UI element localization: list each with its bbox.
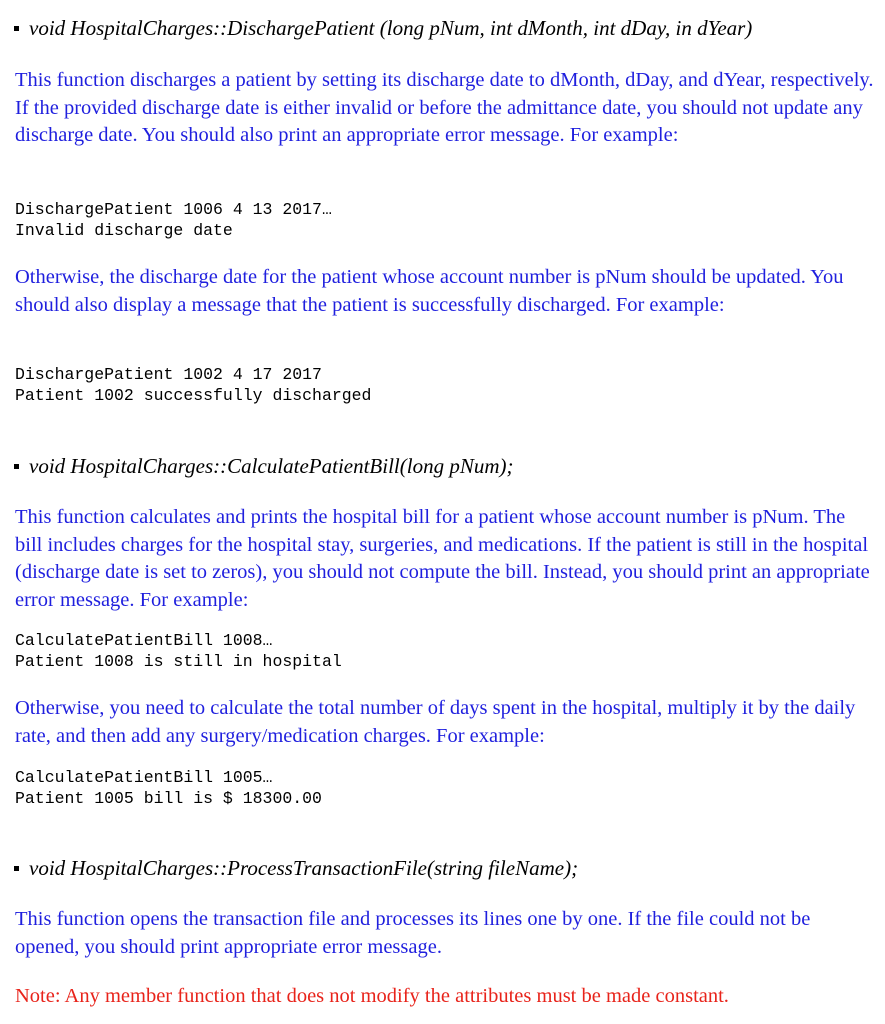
discharge-example-success: DischargePatient 1002 4 17 2017 Patient 1002 successfully discharged [15, 365, 372, 405]
bullet-icon [14, 464, 19, 469]
bill-calculation-description: Otherwise, you need to calculate the total number of days spent in the hospital, multiply it by the daily rate, and then add any surgery/medication charges. For example: [15, 697, 856, 747]
discharge-description: This function discharges a patient by setting its discharge date to dMonth, dDay, and dYear, respectively. If the provided discharge date is either invalid or before the admittance date, you should not update any discharge date. You should also print an appropriate error message. For example: [15, 69, 874, 146]
discharge-patient-heading: void HospitalCharges::DischargePatient (long pNum, int dMonth, int dDay, in dYear) [14, 15, 752, 41]
bill-example-total: CalculatePatientBill 1005… Patient 1005 bill is $ 18300.00 [15, 768, 322, 808]
bullet-icon [14, 26, 19, 31]
process-transaction-heading: void HospitalCharges::ProcessTransactionFile(string fileName); [14, 855, 578, 881]
calculate-bill-heading: void HospitalCharges::CalculatePatientBill(long pNum); [14, 453, 514, 479]
transaction-description: This function opens the transaction file and processes its lines one by one. If the file could not be opened, you should print appropriate error message. [15, 908, 811, 958]
bill-description: This function calculates and prints the hospital bill for a patient whose account number is pNum. The bill includes charges for the hospital stay, surgeries, and medications. If the patient is still in the hospital (discharge date is set to zeros), you should not compute the bill. Instead, you should print an appropriate error message. For example: [15, 506, 870, 611]
bill-example-in-hospital: CalculatePatientBill 1008… Patient 1008 is still in hospital [15, 631, 342, 671]
constant-note: Note: Any member function that does not modify the attributes must be made constant. [15, 985, 729, 1007]
discharge-success-description: Otherwise, the discharge date for the patient whose account number is pNum should be updated. You should also display a message that the patient is successfully discharged. For example: [15, 266, 844, 316]
bullet-icon [14, 866, 19, 871]
discharge-example-invalid: DischargePatient 1006 4 13 2017… Invalid discharge date [15, 200, 332, 240]
